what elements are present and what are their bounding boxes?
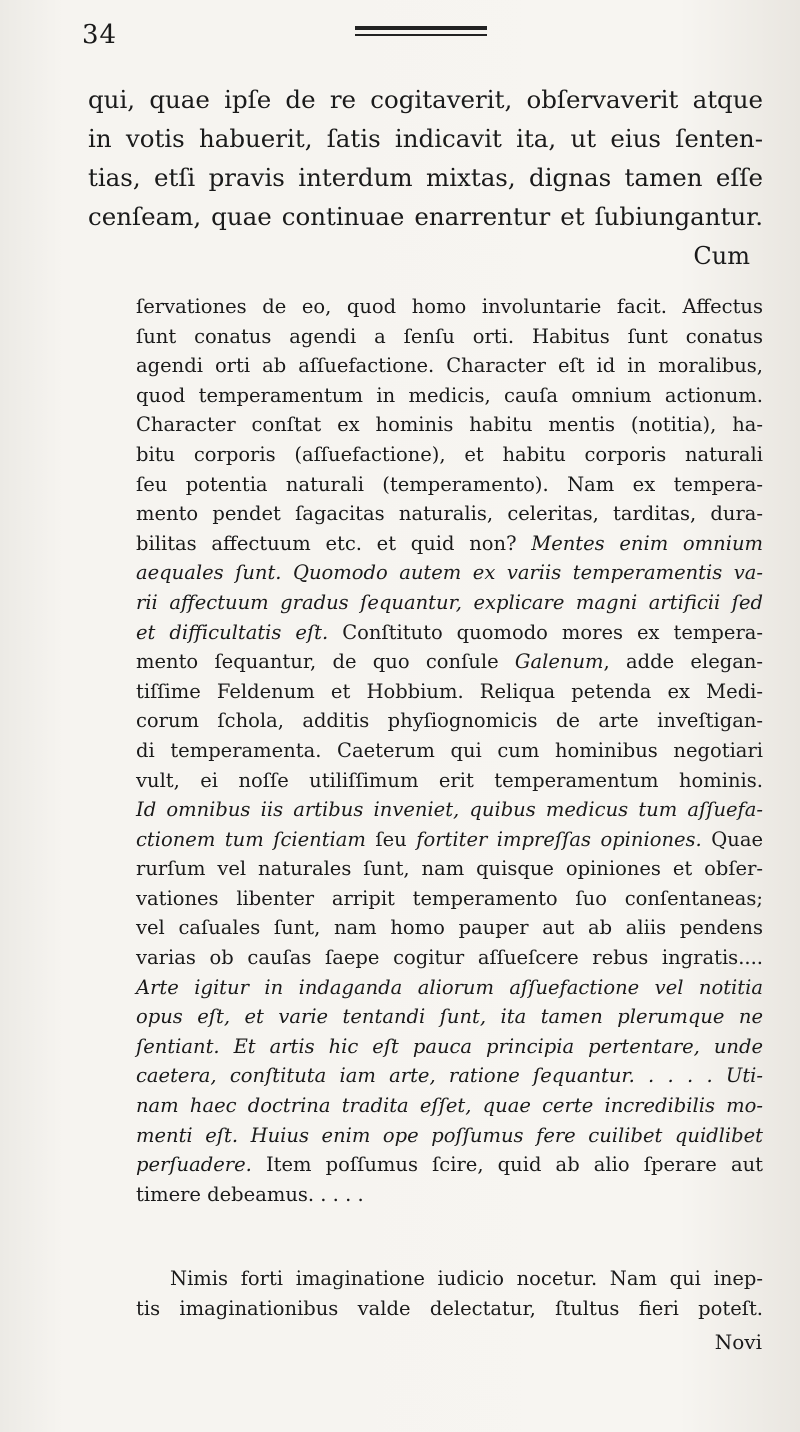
footnote-line: quod temperamentum in medicis, cauſa omnium actionum.	[136, 383, 763, 407]
footnote-line: varias ob cauſas ſaepe cogitur aſſueſcere rebus ingratis....	[136, 946, 763, 970]
footnote-block	[136, 292, 763, 1209]
main-text-line: cenſeam, quae continuae enarrentur et ſubiungantur.	[88, 202, 763, 231]
main-text-line: in votis habuerit, ſatis indicavit ita, ut eius ſenten-	[88, 124, 763, 153]
footnote-line: bitu corporis (aſſuefactione), et habitu corporis naturali	[136, 442, 763, 466]
header-rule-thick	[355, 26, 487, 30]
footnote-line: vult, ei noſſe utiliſſimum erit temperamentum hominis.	[136, 768, 763, 792]
header-rule	[355, 26, 487, 38]
footnote-line: vel caſuales ſunt, nam homo pauper aut ab aliis pendens	[136, 916, 763, 940]
footnote-line: mento pendet ſagacitas naturalis, celeritas, tarditas, dura-	[136, 502, 763, 526]
footnote-line: timere debeamus. . . . .	[136, 1182, 364, 1206]
header-rule-thin	[355, 34, 487, 36]
footnote-line: Arte igitur in indaganda aliorum aſſuefactione vel notitia	[136, 975, 763, 999]
footnote-line: di temperamenta. Caeterum qui cum hominibus negotiari	[136, 738, 763, 762]
footnote-line: caetera, conſtituta iam arte, ratione ſequantur. . . . . Uti-	[136, 1064, 763, 1088]
footnote-line: ſeu potentia naturali (temperamento). Nam ex tempera-	[136, 472, 763, 496]
page-number: 34	[82, 20, 118, 50]
footnote-line: perſuadere. Item poſſumus ſcire, quid ab alio ſperare aut	[136, 1153, 763, 1177]
footnote-line: vationes libenter arripit temperamento ſuo conſentaneas;	[136, 886, 763, 910]
paragraph-line: tis imaginationibus valde delectatur, ſtultus fieri poteſt.	[136, 1296, 763, 1320]
footnote-line: tiſſime Feldenum et Hobbium. Reliqua petenda ex Medi-	[136, 679, 763, 703]
footnote-line: nam haec doctrina tradita eſſet, quae certe incredibilis mo-	[136, 1094, 763, 1118]
footnote-line: rurſum vel naturales ſunt, nam quisque opiniones et obſer-	[136, 857, 763, 881]
footnote-line: corum ſchola, additis phyſiognomicis de arte inveſtigan-	[136, 709, 763, 733]
second-paragraph	[136, 1264, 763, 1323]
footnote-line: ſunt conatus agendi a ſenſu orti. Habitus ſunt conatus	[136, 324, 763, 348]
footnote-line: ſentiant. Et artis hic eſt pauca principia pertentare, unde	[136, 1034, 763, 1058]
footnote-line: opus eſt, et varie tentandi ſunt, ita tamen plerumque ne	[136, 1005, 763, 1029]
footnote-line: Character conſtat ex hominis habitu mentis (notitia), ha-	[136, 413, 763, 437]
main-text-line: qui, quae ipſe de re cogitaverit, obſervaverit atque	[88, 85, 763, 114]
footnote-line: Id omnibus iis artibus inveniet, quibus medicus tum aſſuefa-	[136, 798, 763, 822]
footnote-line: bilitas affectuum etc. et quid non? Mentes enim omnium	[136, 531, 763, 555]
catchword-top: Cum	[693, 242, 750, 270]
footnote-line: mento ſequantur, de quo conſule Galenum, adde elegan-	[136, 650, 763, 674]
footnote-line: et difficultatis eſt. Conſtituto quomodo mores ex tempera-	[136, 620, 763, 644]
footnote-line: rii affectuum gradus ſequantur, explicare magni artificii ſed	[136, 590, 763, 614]
footnote-line: aequales ſunt. Quomodo autem ex variis temperamentis va-	[136, 561, 763, 585]
footnote-line: menti eſt. Huius enim ope poſſumus fere cuilibet quidlibet	[136, 1123, 763, 1147]
main-text-line: tias, etſi pravis interdum mixtas, dignas tamen eſſe	[88, 163, 763, 192]
footnote-line: agendi orti ab aſſuefactione. Character eſt id in moralibus,	[136, 354, 763, 378]
footnote-line: ſervationes de eo, quod homo involuntarie facit. Affectus	[136, 295, 763, 318]
footnote-line: ctionem tum ſcientiam ſeu fortiter impreſſas opiniones. Quae	[136, 827, 763, 851]
catchword-bottom: Novi	[714, 1330, 762, 1354]
main-paragraph	[88, 80, 763, 236]
paragraph-line: Nimis forti imaginatione iudicio nocetur. Nam qui inep-	[170, 1267, 763, 1290]
